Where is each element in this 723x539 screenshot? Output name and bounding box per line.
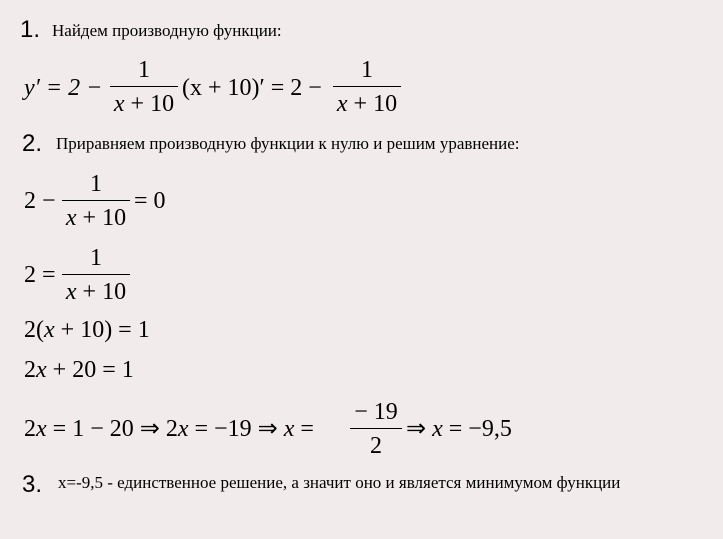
derivative-fraction-2 [333, 58, 401, 116]
fraction-denominator: x + 10 [113, 91, 175, 117]
fraction-numerator: 1 [361, 57, 373, 83]
equation-line-4: 2x + 20 = 1 [24, 357, 134, 383]
y-prime-symbol: y′ = 2 − [24, 75, 103, 101]
step-1-number: 1. [20, 16, 41, 43]
derivative-lhs [24, 76, 102, 100]
step-1-text: Найдем производную функции: [52, 21, 282, 40]
fraction-numerator: 1 [138, 57, 150, 83]
equation-line-5-part-1: 2x = 1 − 20 ⇒ 2x = −19 ⇒ x = [24, 416, 314, 442]
derivative-fraction-1 [110, 58, 178, 116]
step-2-number: 2. [22, 130, 43, 157]
equation-line-1-lhs: 2 − [24, 188, 56, 214]
equation-line-5-part-2: ⇒ x = −9,5 [406, 416, 512, 442]
fraction-denominator: x + 10 [65, 279, 127, 305]
fraction-numerator: 1 [90, 245, 102, 271]
derivative-middle: (x + 10)′ = 2 − [182, 75, 322, 101]
equation-line-3: 2(x + 10) = 1 [24, 317, 150, 343]
step-3-number: 3. [22, 471, 43, 498]
step-2-text: Приравняем производную функции к нулю и решим уравнение: [56, 134, 520, 153]
fraction-denominator: 2 [370, 433, 382, 459]
fraction-numerator: − 19 [354, 399, 398, 425]
equation-line-1-fraction [62, 172, 130, 230]
fraction-denominator: x + 10 [336, 91, 398, 117]
equation-line-1-rhs: = 0 [134, 188, 166, 214]
equation-line-5-fraction [350, 400, 402, 458]
step-3-text: x=-9,5 - единственное решение, а значит оно и является минимумом функции [58, 473, 621, 492]
fraction-numerator: 1 [90, 171, 102, 197]
equation-line-2-lhs: 2 = [24, 262, 56, 288]
equation-line-2-fraction [62, 246, 130, 304]
fraction-denominator: x + 10 [65, 205, 127, 231]
